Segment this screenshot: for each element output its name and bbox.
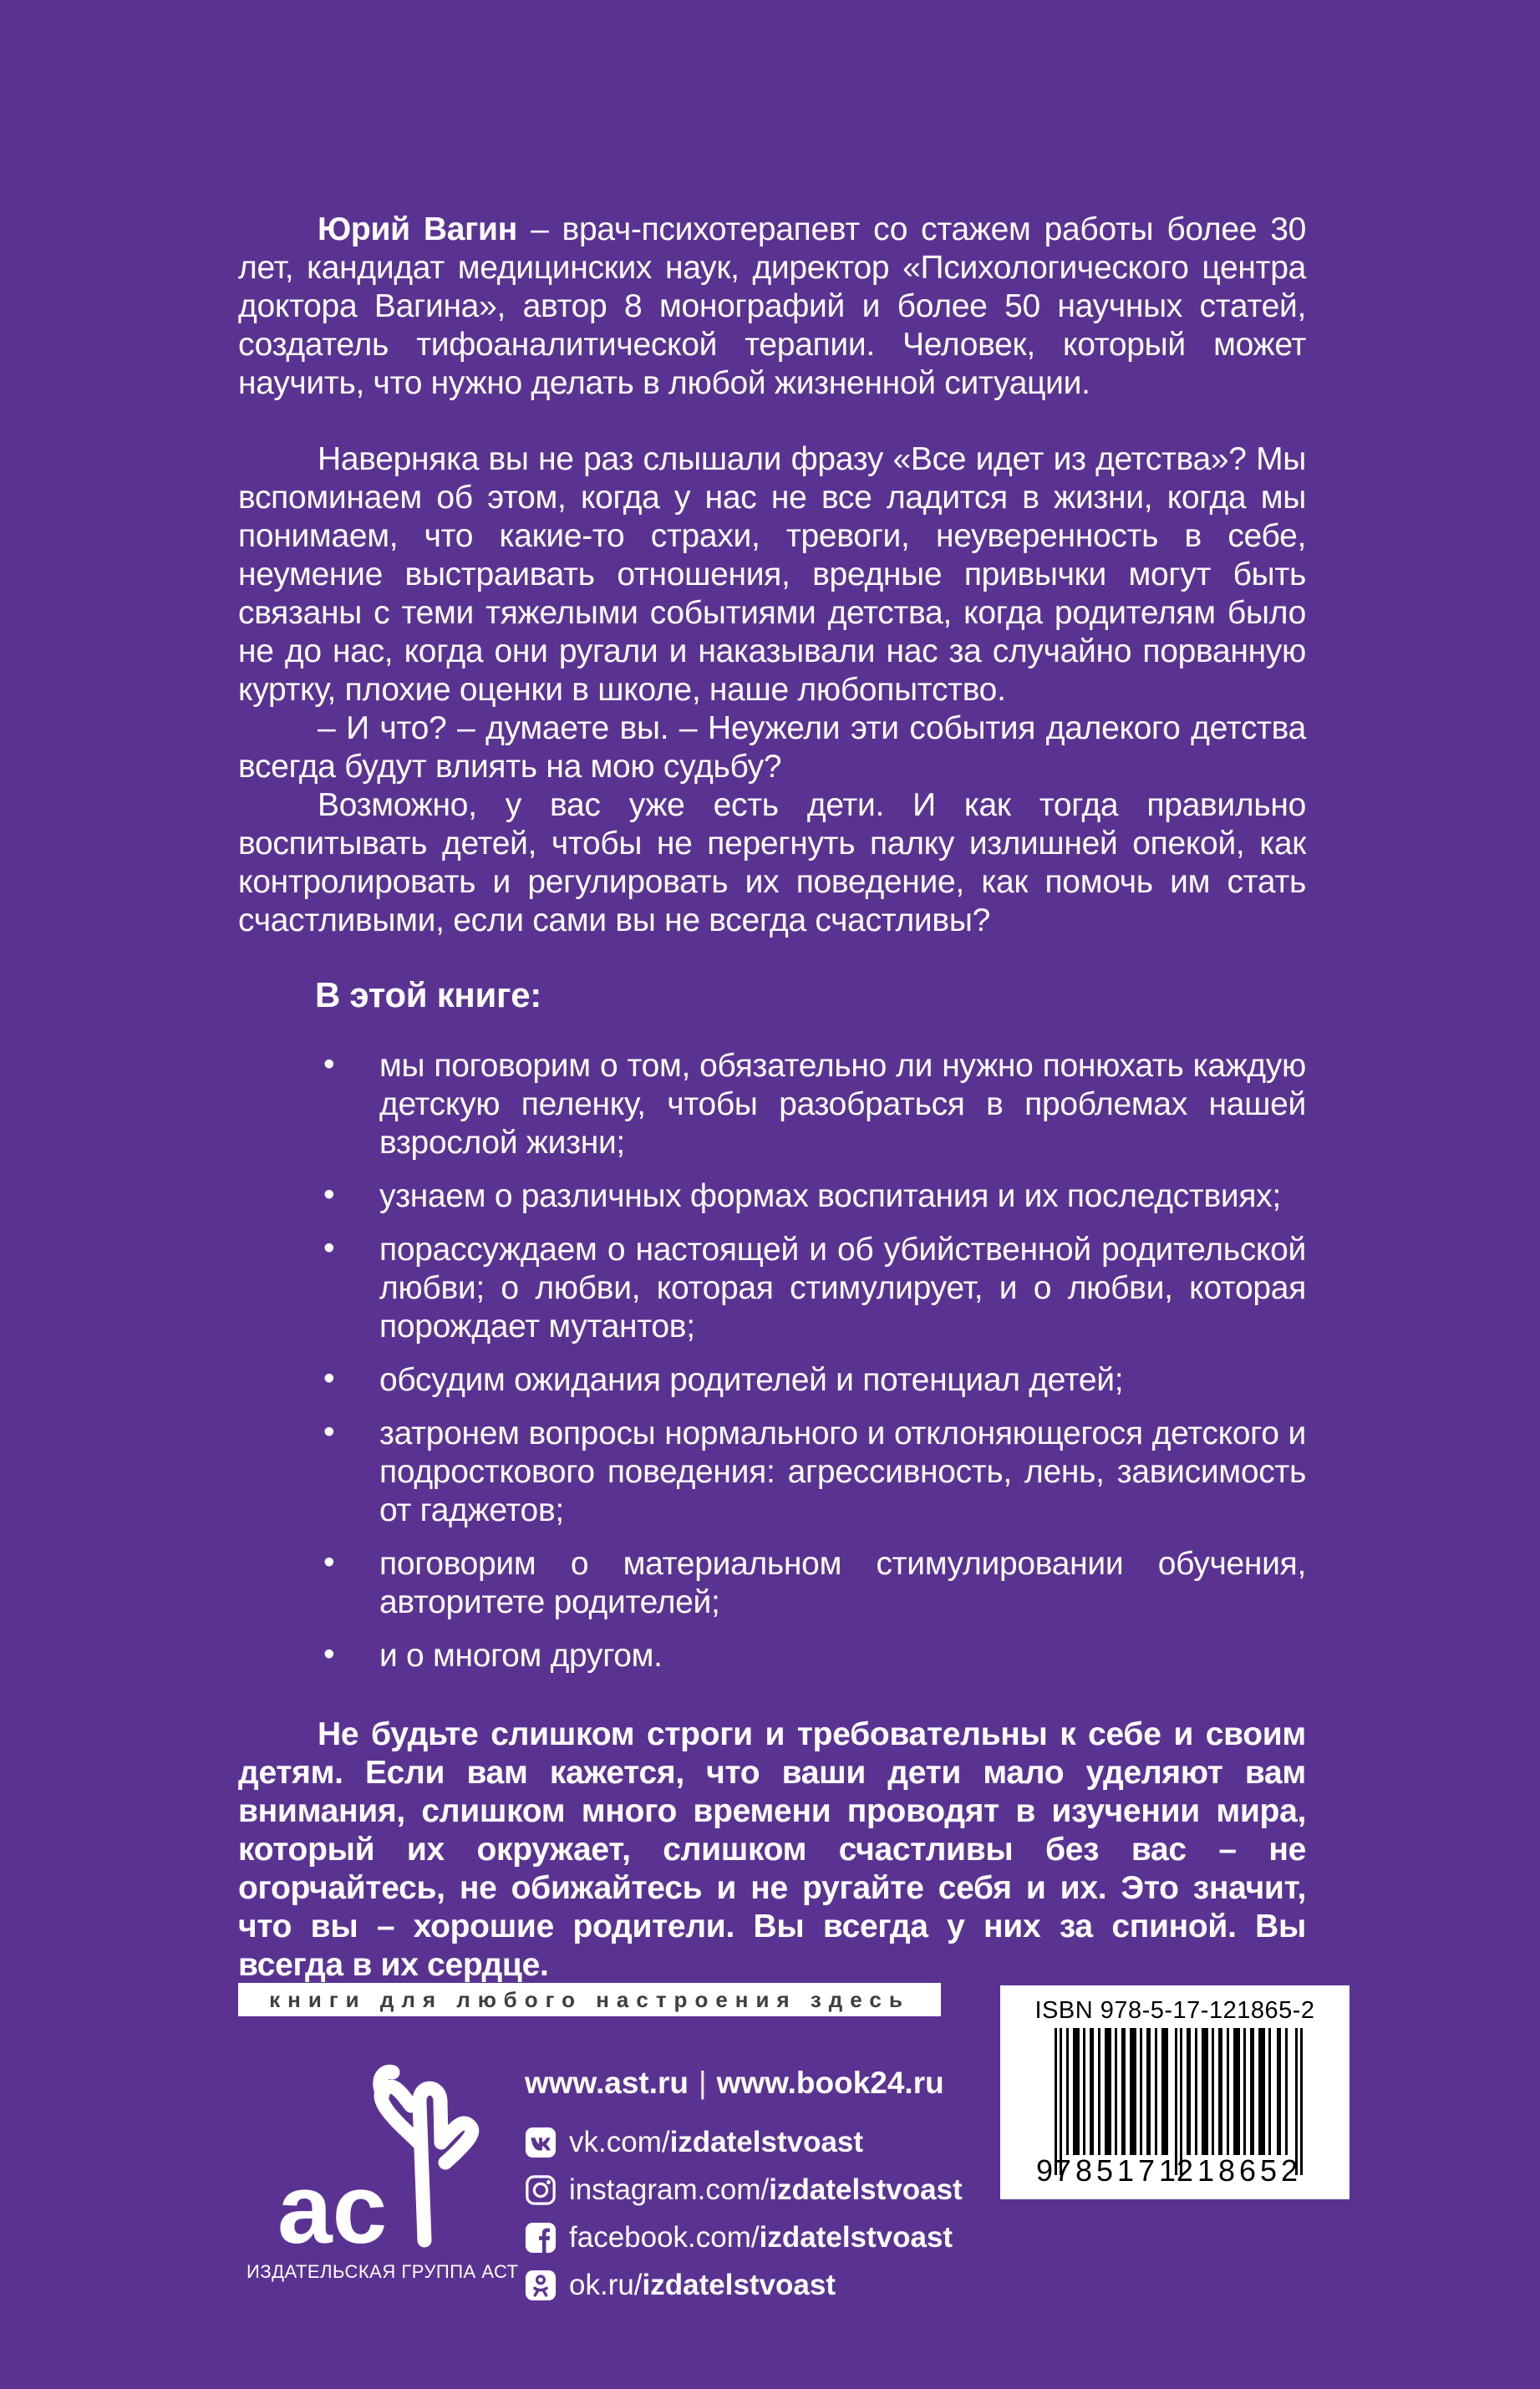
list-item-text: мы поговорим о том, обязательно ли нужно понюхать каждую детскую пеленку, чтобы разобраться в проблемах нашей взрослой жизни; (379, 1048, 1306, 1161)
list-item (323, 1544, 1306, 1622)
bullet-icon: • (323, 1177, 335, 1212)
ast-logo-letters: ас (277, 2154, 388, 2253)
social-handle: izdatelstvoast (769, 2173, 963, 2206)
ast-site-link: www.ast.ru (525, 2066, 689, 2100)
instagram-icon (525, 2174, 557, 2206)
social-prefix: ok.ru/ (569, 2269, 643, 2301)
social-link-instagram (525, 2173, 963, 2207)
social-prefix: vk.com/ (569, 2126, 670, 2158)
social-link-vk (525, 2126, 963, 2159)
list-item (323, 1046, 1306, 1162)
list-item-text: узнаем о различных формах воспитания и их последствиях; (379, 1178, 1281, 1214)
slogan-text: книги для любого настроения здесь (269, 1986, 910, 2012)
barcode-digit-group: 785171 (1054, 2153, 1181, 2185)
ast-logo-block (247, 2044, 519, 2283)
list-item (323, 1636, 1306, 1675)
list-item-text: затронем вопросы нормального и отклоняющегося детского и подросткового поведения: агрессивность, лень, зависимость от гаджетов; (379, 1416, 1306, 1528)
ok-icon (525, 2270, 557, 2301)
body-paragraph-2: – И что? – думаете вы. – Неужели эти события далекого детства всегда будут влиять на мою судьбу? (238, 710, 1306, 785)
bullet-icon: • (323, 1414, 335, 1450)
list-item (323, 1230, 1306, 1346)
author-name: Юрий Вагин (318, 211, 517, 247)
publisher-caption: ИЗДАТЕЛЬСКАЯ ГРУППА АСТ (247, 2261, 519, 2282)
vk-icon (525, 2127, 557, 2158)
section-heading: В этой книге: (315, 975, 541, 1014)
list-item-text: порассуждаем о настоящей и об убийственной родительской любви; о любви, которая стимулирует, и о любви, которая порождает мутантов; (379, 1232, 1306, 1344)
body-paragraph-3: Возможно, у вас уже есть дети. И как тогда правильно воспитывать детей, чтобы не перегнуть палку излишней опекой, как контролировать и регулировать их поведение, как помочь им стать счастливыми, если сами вы не всегда счастливы? (238, 787, 1306, 938)
social-link-ok (525, 2269, 963, 2302)
barcode-digit-group: 218652 (1176, 2153, 1303, 2185)
list-item-text: и о многом другом. (379, 1638, 663, 1674)
social-handle: izdatelstvoast (669, 2126, 864, 2158)
site-separator: | (699, 2066, 707, 2100)
barcode (1034, 2028, 1315, 2185)
bullet-icon: • (323, 1544, 335, 1580)
closing-paragraph: Не будьте слишком строги и требовательны к себе и своим детям. Если вам кажется, что ваши дети мало уделяют вам внимания, слишком много времени проводят в изучении мира, который их окружает, слишком счастливы без вас – не огорчайтесь, не обижайтесь и не ругайте себя и их. Это значит, что вы – хорошие родители. Вы всегда у них за спиной. Вы всегда в их сердце. (238, 1716, 1306, 1983)
bullet-icon: • (323, 1360, 335, 1396)
bullet-icon: • (323, 1230, 335, 1266)
social-handle: izdatelstvoast (759, 2221, 953, 2254)
back-cover-text (238, 211, 1306, 1985)
social-handle: izdatelstvoast (642, 2269, 836, 2301)
facebook-icon (525, 2222, 557, 2254)
barcode-digit-group: 9 (1036, 2153, 1054, 2185)
bullet-icon: • (323, 1636, 335, 1672)
cactus-icon (380, 2071, 472, 2240)
slogan-bar (238, 1983, 941, 2016)
bullet-icon: • (323, 1046, 335, 1082)
bullet-list (238, 1047, 1306, 1675)
list-item (323, 1414, 1306, 1530)
social-prefix: instagram.com/ (569, 2173, 770, 2206)
book24-site-link: www.book24.ru (716, 2066, 944, 2100)
isbn-label: ISBN 978-5-17-121865-2 (1034, 1997, 1315, 2024)
list-item (323, 1177, 1306, 1216)
list-item (323, 1360, 1306, 1400)
footer-links (525, 2066, 963, 2316)
author-bio-text: – врач-психотерапевт со стажем работы более 30 лет, кандидат медицинских наук, директор «Психологического центра доктора Вагина», автор 8 монографий и более 50 научных статей, создатель тифоаналитической терапии. Человек, который может научить, что нужно делать в любой жизненной ситуации. (238, 211, 1306, 401)
list-item-text: обсудим ожидания родителей и потенциал детей; (379, 1362, 1124, 1398)
ast-logo (276, 2044, 485, 2253)
isbn-barcode-box (1000, 1985, 1349, 2199)
social-link-facebook (525, 2221, 963, 2254)
author-bio-paragraph (238, 211, 1306, 403)
list-item-text: поговорим о материальном стимулировании обучения, авторитете родителей; (379, 1546, 1306, 1620)
websites-line (525, 2066, 963, 2101)
social-prefix: facebook.com/ (569, 2221, 760, 2254)
body-paragraph-1: Наверняка вы не раз слышали фразу «Все идет из детства»? Мы вспоминаем об этом, когда у нас не все ладится в жизни, когда мы понимаем, что какие-то страхи, тревоги, неуверенность в себе, неумение выстраивать отношения, вредные привычки могут быть связаны с теми тяжелыми событиями детства, когда родителям было не до нас, когда они ругали и наказывали нас за случайно порванную куртку, плохие оценки в школе, наше любопытство. (238, 441, 1306, 708)
